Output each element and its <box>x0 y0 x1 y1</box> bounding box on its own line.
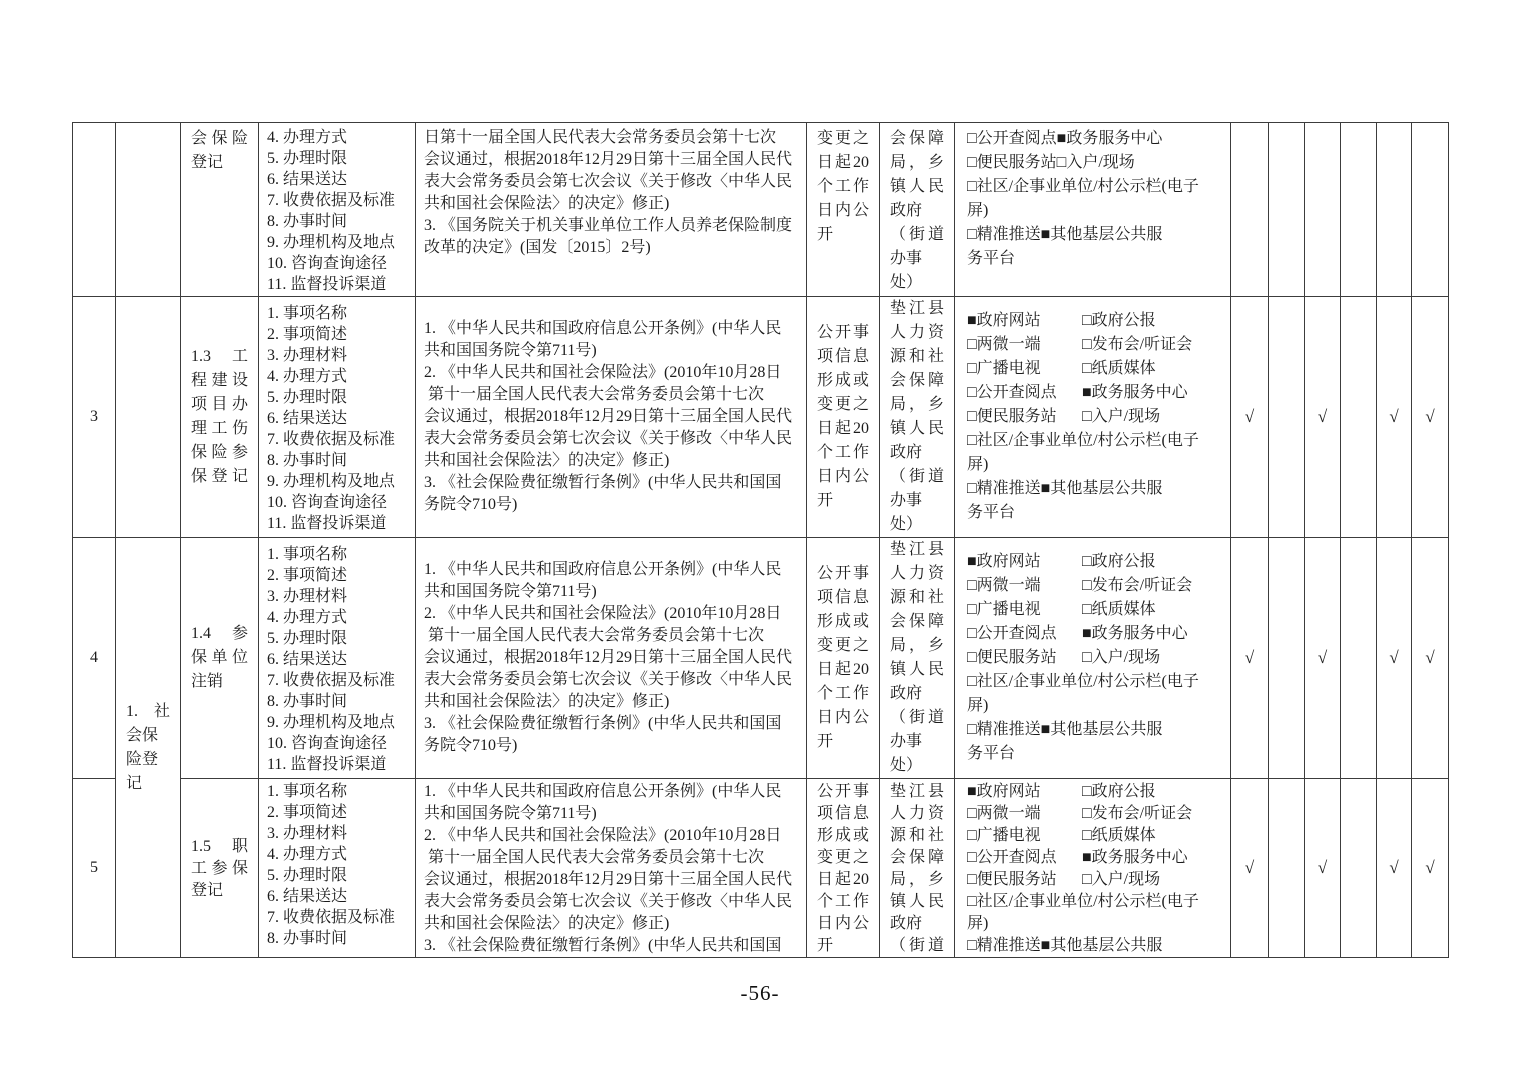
category-line: 险登 <box>126 750 159 768</box>
content-item: 1. 事项名称 <box>267 545 348 563</box>
subject-line: 处） <box>890 516 923 533</box>
subject-line: 人力资 <box>890 805 944 822</box>
content-item: 4. 办理方式 <box>267 367 348 385</box>
channels-cell <box>955 538 1231 779</box>
check-cell <box>1412 123 1449 297</box>
legal-basis-line: 1. 《中华人民共和国政府信息公开条例》(中华人民 <box>424 320 782 337</box>
channel-option: □发布会/听证会 <box>1082 805 1193 822</box>
check-cell: √ <box>1412 297 1449 538</box>
content-item: 7. 收费依据及标准 <box>267 909 396 926</box>
channel-line: □社区/企事业单位/村公示栏(电子 <box>967 178 1199 195</box>
legal-basis-line: 第十一届全国人民代表大会常务委员会第十七次 <box>424 627 765 644</box>
channel-line: □社区/企事业单位/村公示栏(电子 <box>967 893 1199 910</box>
legal-basis-cell <box>416 297 807 538</box>
channel-line: □公开查阅点■政务服务中心 <box>967 130 1163 147</box>
legal-basis-line: 表大会常务委员会第七次会议《关于修改〈中华人民 <box>424 430 793 447</box>
time-limit-cell <box>807 297 880 538</box>
content-item: 6. 结果送达 <box>267 409 348 427</box>
subject-line: 政府 <box>890 444 923 461</box>
legal-basis-line: 共和国社会保险法〉的决定》修正) <box>424 915 670 932</box>
channel-option: □政府公报 <box>1082 312 1156 329</box>
content-item: 10. 咨询查询途径 <box>267 734 388 752</box>
time-limit-line: 变更之 <box>817 396 869 413</box>
check-cell: √ <box>1305 297 1341 538</box>
content-list-cell <box>259 538 416 779</box>
subject-line: 垫江县 <box>890 783 944 800</box>
channel-option: □公开查阅点 <box>967 625 1057 642</box>
channel-option: □入户/现场 <box>1082 649 1161 666</box>
channel-line: 务平台 <box>967 745 1016 762</box>
content-item: 11. 监督投诉渠道 <box>267 755 387 773</box>
legal-basis-cell <box>416 779 807 958</box>
content-item: 9. 办理机构及地点 <box>267 472 396 490</box>
item-name-line: 理工伤 <box>191 420 248 437</box>
subject-line: 政府 <box>890 915 923 932</box>
content-item: 8. 办事时间 <box>267 692 348 710</box>
channel-option: □入户/现场 <box>1082 871 1161 888</box>
content-item: 11. 监督投诉渠道 <box>267 514 387 532</box>
check-cell: √ <box>1412 538 1449 779</box>
subject-line: 人力资 <box>890 324 944 341</box>
check-cell <box>1341 297 1377 538</box>
channel-pair-line <box>967 309 1228 333</box>
channel-pair-line <box>967 847 1228 869</box>
time-limit-line: 开 <box>817 226 834 243</box>
content-item: 7. 收费依据及标准 <box>267 430 396 448</box>
content-list-cell <box>259 123 416 297</box>
legal-basis-line: 2. 《中华人民共和国社会保险法》(2010年10月28日 <box>424 605 782 622</box>
channels-cell <box>955 123 1231 297</box>
content-item: 4. 办理方式 <box>267 846 348 863</box>
item-name-line: 登记 <box>191 882 224 899</box>
time-limit-line: 公开事 <box>817 783 869 800</box>
time-limit-line: 日起20 <box>817 871 869 888</box>
content-item: 3. 办理材料 <box>267 825 348 842</box>
item-name-line: 保单位 <box>191 649 248 666</box>
subject-line: （街道 <box>890 709 944 726</box>
channel-option: □政府公报 <box>1082 553 1156 570</box>
table-row <box>73 779 1449 958</box>
channel-pair-line <box>967 333 1228 357</box>
channel-pair-line <box>967 574 1228 598</box>
subject-line: （街道 <box>890 468 944 485</box>
table-row <box>73 538 1449 779</box>
time-limit-line: 日内公 <box>817 202 869 219</box>
content-item: 10. 咨询查询途径 <box>267 493 388 511</box>
time-limit-line: 公开事 <box>817 324 869 341</box>
check-cell: √ <box>1231 538 1269 779</box>
channel-line: 屏) <box>967 697 989 714</box>
channel-pair-line <box>967 405 1228 429</box>
channel-option: □纸质媒体 <box>1082 827 1156 844</box>
channel-line: □精准推送■其他基层公共服 <box>967 226 1163 243</box>
subject-line: 政府 <box>890 685 923 702</box>
channel-option: □纸质媒体 <box>1082 360 1156 377</box>
check-cell <box>1341 779 1377 958</box>
time-limit-line: 变更之 <box>817 130 869 147</box>
channel-option: □公开查阅点 <box>967 849 1057 866</box>
content-item: 4. 办理方式 <box>267 129 348 146</box>
page-number: -56- <box>740 981 780 1005</box>
channel-pair-line <box>967 803 1228 825</box>
legal-basis-line: 共和国国务院令第711号) <box>424 583 597 600</box>
check-cell: √ <box>1231 297 1269 538</box>
channel-pair-line <box>967 781 1228 803</box>
item-name-line: 项目办 <box>191 396 248 413</box>
time-limit-line: 个工作 <box>817 685 869 702</box>
channel-line: □社区/企事业单位/村公示栏(电子 <box>967 432 1199 449</box>
legal-basis-line: 会议通过，根据2018年12月29日第十三届全国人民代 <box>424 408 793 425</box>
legal-basis-line: 改革的决定》(国发〔2015〕2号) <box>424 239 651 256</box>
content-item: 10. 咨询查询途径 <box>267 255 388 272</box>
seq-cell: 5 <box>73 779 116 958</box>
content-item: 5. 办理时限 <box>267 867 348 884</box>
content-item: 9. 办理机构及地点 <box>267 234 396 251</box>
item-name-line: 会保险 <box>191 130 248 147</box>
channel-option: □广播电视 <box>967 601 1041 618</box>
subject-line: 会保障 <box>890 613 944 630</box>
time-limit-line: 日内公 <box>817 709 869 726</box>
item-name-cell <box>181 779 259 958</box>
channel-option: □政府公报 <box>1082 783 1156 800</box>
time-limit-line: 个工作 <box>817 444 869 461</box>
channel-option: ■政府网站 <box>967 553 1041 570</box>
check-cell: √ <box>1305 779 1341 958</box>
time-limit-line: 开 <box>817 733 834 750</box>
table-row <box>73 297 1449 538</box>
time-limit-line: 个工作 <box>817 178 869 195</box>
subject-line: 会保障 <box>890 849 944 866</box>
check-cell <box>1341 123 1377 297</box>
subject-line: 镇人民 <box>890 661 944 678</box>
legal-basis-line: 共和国国务院令第711号) <box>424 805 597 822</box>
channel-option: □入户/现场 <box>1082 408 1161 425</box>
check-cell: √ <box>1231 779 1269 958</box>
channel-line: 屏) <box>967 915 989 932</box>
channel-line: □精准推送■其他基层公共服 <box>967 480 1163 497</box>
check-cell <box>1269 538 1305 779</box>
channel-line: □精准推送■其他基层公共服 <box>967 721 1163 738</box>
subject-line: 镇人民 <box>890 893 944 910</box>
time-limit-cell <box>807 123 880 297</box>
channel-option: □两微一端 <box>967 577 1041 594</box>
category-line: 会保 <box>126 726 159 744</box>
legal-basis-line: 3. 《社会保险费征缴暂行条例》(中华人民共和国国 <box>424 937 782 954</box>
category-cell <box>116 538 181 958</box>
channel-line: 务平台 <box>967 504 1016 521</box>
subject-line: 政府 <box>890 202 923 219</box>
check-cell <box>1341 538 1377 779</box>
seq-cell <box>73 123 116 297</box>
channel-option: □广播电视 <box>967 360 1041 377</box>
legal-basis-line: 3. 《国务院关于机关事业单位工作人员养老保险制度 <box>424 217 793 234</box>
subject-line: （街道 <box>890 226 944 243</box>
content-item: 7. 收费依据及标准 <box>267 192 396 209</box>
time-limit-line: 开 <box>817 937 834 954</box>
content-item: 1. 事项名称 <box>267 783 348 800</box>
channel-line: 务平台 <box>967 250 1016 267</box>
legal-basis-line: 共和国社会保险法〉的决定》修正) <box>424 693 670 710</box>
check-cell <box>1231 123 1269 297</box>
legal-basis-line: 会议通过，根据2018年12月29日第十三届全国人民代 <box>424 151 793 168</box>
content-item: 2. 事项简述 <box>267 566 348 584</box>
content-list-cell <box>259 779 416 958</box>
table-row <box>73 123 1449 297</box>
channel-line: 屏) <box>967 202 989 219</box>
legal-basis-line: 务院令710号) <box>424 737 518 754</box>
time-limit-line: 个工作 <box>817 893 869 910</box>
legal-basis-line: 会议通过，根据2018年12月29日第十三届全国人民代 <box>424 649 793 666</box>
check-cell: √ <box>1377 779 1412 958</box>
legal-basis-line: 1. 《中华人民共和国政府信息公开条例》(中华人民 <box>424 783 782 800</box>
legal-basis-line: 共和国社会保险法〉的决定》修正) <box>424 452 670 469</box>
legal-basis-line: 2. 《中华人民共和国社会保险法》(2010年10月28日 <box>424 364 782 381</box>
subject-line: 垫江县 <box>890 300 944 317</box>
check-cell: √ <box>1377 297 1412 538</box>
content-item: 8. 办事时间 <box>267 930 348 947</box>
legal-basis-line: 表大会常务委员会第七次会议《关于修改〈中华人民 <box>424 671 793 688</box>
channel-pair-line <box>967 550 1228 574</box>
category-cell <box>116 297 181 538</box>
subject-line: 办事 <box>890 492 923 509</box>
item-name-line: 1.4参 <box>191 625 248 642</box>
legal-basis-line: 会议通过，根据2018年12月29日第十三届全国人民代 <box>424 871 793 888</box>
channel-pair-line <box>967 646 1228 670</box>
check-cell <box>1269 779 1305 958</box>
content-item: 7. 收费依据及标准 <box>267 671 396 689</box>
check-cell <box>1377 123 1412 297</box>
subject-line: 会保障 <box>890 130 944 147</box>
legal-basis-line: 共和国社会保险法〉的决定》修正) <box>424 195 670 212</box>
subject-line: 办事 <box>890 250 923 267</box>
subject-line: 源和社 <box>890 827 944 844</box>
time-limit-line: 形成或 <box>817 827 869 844</box>
channel-option: □发布会/听证会 <box>1082 577 1193 594</box>
channel-option: □便民服务站 <box>967 871 1057 888</box>
content-item: 6. 结果送达 <box>267 888 348 905</box>
subject-line: 局，乡 <box>890 637 944 654</box>
subject-line: 垫江县 <box>890 541 944 558</box>
content-item: 9. 办理机构及地点 <box>267 713 396 731</box>
channels-cell <box>955 297 1231 538</box>
content-item: 8. 办事时间 <box>267 213 348 230</box>
category-cell <box>116 123 181 297</box>
channel-option: □纸质媒体 <box>1082 601 1156 618</box>
subject-line: 局，乡 <box>890 871 944 888</box>
content-item: 6. 结果送达 <box>267 171 348 188</box>
item-name-line: 保登记 <box>191 468 248 485</box>
legal-basis-line: 共和国国务院令第711号) <box>424 342 597 359</box>
check-cell <box>1269 123 1305 297</box>
content-item: 6. 结果送达 <box>267 650 348 668</box>
subject-line: （街道 <box>890 937 944 954</box>
content-item: 5. 办理时限 <box>267 388 348 406</box>
channel-option: □两微一端 <box>967 336 1041 353</box>
content-list-cell <box>259 297 416 538</box>
check-cell: √ <box>1412 779 1449 958</box>
time-limit-line: 变更之 <box>817 637 869 654</box>
disclosure-table <box>72 122 1449 958</box>
channel-pair-line <box>967 622 1228 646</box>
channel-option: □公开查阅点 <box>967 384 1057 401</box>
subject-line: 局，乡 <box>890 396 944 413</box>
subject-cell <box>880 123 955 297</box>
category-line: 1.社 <box>126 702 170 720</box>
channel-option: □便民服务站 <box>967 649 1057 666</box>
channel-pair-line <box>967 381 1228 405</box>
content-item: 3. 办理材料 <box>267 587 348 605</box>
time-limit-line: 日起20 <box>817 661 869 678</box>
item-name-line: 保险参 <box>191 444 248 461</box>
channels-cell <box>955 779 1231 958</box>
time-limit-line: 日内公 <box>817 468 869 485</box>
channel-option: ■政务服务中心 <box>1082 384 1188 401</box>
subject-line: 处） <box>890 757 923 774</box>
subject-line: 源和社 <box>890 589 944 606</box>
time-limit-line: 日内公 <box>817 915 869 932</box>
subject-line: 会保障 <box>890 372 944 389</box>
subject-cell <box>880 538 955 779</box>
legal-basis-line: 第十一届全国人民代表大会常务委员会第十七次 <box>424 849 765 866</box>
subject-line: 处） <box>890 274 923 291</box>
time-limit-line: 形成或 <box>817 372 869 389</box>
subject-line: 人力资 <box>890 565 944 582</box>
legal-basis-line: 日第十一届全国人民代表大会常务委员会第十七次 <box>424 129 777 146</box>
subject-line: 源和社 <box>890 348 944 365</box>
time-limit-line: 日起20 <box>817 420 869 437</box>
time-limit-cell <box>807 538 880 779</box>
seq-cell: 4 <box>73 538 116 779</box>
time-limit-line: 日起20 <box>817 154 869 171</box>
channel-line: 屏) <box>967 456 989 473</box>
time-limit-line: 项信息 <box>817 589 869 606</box>
category-line: 记 <box>126 774 143 792</box>
time-limit-cell <box>807 779 880 958</box>
item-name-line: 登记 <box>191 154 224 171</box>
legal-basis-line: 务院令710号) <box>424 496 518 513</box>
check-cell <box>1305 123 1341 297</box>
channel-pair-line <box>967 598 1228 622</box>
legal-basis-cell <box>416 538 807 779</box>
channel-pair-line <box>967 357 1228 381</box>
item-name-cell <box>181 538 259 779</box>
item-name-line: 工参保 <box>191 860 248 877</box>
channel-option: ■政务服务中心 <box>1082 849 1188 866</box>
subject-cell <box>880 779 955 958</box>
content-item: 2. 事项简述 <box>267 804 348 821</box>
content-item: 2. 事项简述 <box>267 325 348 343</box>
time-limit-line: 开 <box>817 492 834 509</box>
subject-line: 镇人民 <box>890 420 944 437</box>
time-limit-line: 项信息 <box>817 805 869 822</box>
item-name-cell <box>181 297 259 538</box>
content-item: 4. 办理方式 <box>267 608 348 626</box>
channel-line: □精准推送■其他基层公共服 <box>967 937 1163 954</box>
channel-option: ■政务服务中心 <box>1082 625 1188 642</box>
content-item: 11. 监督投诉渠道 <box>267 276 387 293</box>
channel-pair-line <box>967 825 1228 847</box>
legal-basis-line: 1. 《中华人民共和国政府信息公开条例》(中华人民 <box>424 561 782 578</box>
content-item: 8. 办事时间 <box>267 451 348 469</box>
check-cell: √ <box>1377 538 1412 779</box>
item-name-cell <box>181 123 259 297</box>
content-item: 5. 办理时限 <box>267 150 348 167</box>
channel-line: □社区/企事业单位/村公示栏(电子 <box>967 673 1199 690</box>
legal-basis-line: 3. 《社会保险费征缴暂行条例》(中华人民共和国国 <box>424 474 782 491</box>
subject-line: 局，乡 <box>890 154 944 171</box>
content-item: 1. 事项名称 <box>267 304 348 322</box>
item-name-line: 注销 <box>191 673 224 690</box>
check-cell: √ <box>1305 538 1341 779</box>
content-item: 3. 办理材料 <box>267 346 348 364</box>
channel-option: □两微一端 <box>967 805 1041 822</box>
channel-line: □便民服务站□入户/现场 <box>967 154 1135 171</box>
time-limit-line: 变更之 <box>817 849 869 866</box>
legal-basis-line: 2. 《中华人民共和国社会保险法》(2010年10月28日 <box>424 827 782 844</box>
time-limit-line: 形成或 <box>817 613 869 630</box>
legal-basis-line: 3. 《社会保险费征缴暂行条例》(中华人民共和国国 <box>424 715 782 732</box>
legal-basis-line: 表大会常务委员会第七次会议《关于修改〈中华人民 <box>424 173 793 190</box>
legal-basis-cell <box>416 123 807 297</box>
legal-basis-line: 第十一届全国人民代表大会常务委员会第十七次 <box>424 386 765 403</box>
subject-cell <box>880 297 955 538</box>
channel-option: □便民服务站 <box>967 408 1057 425</box>
channel-option: □广播电视 <box>967 827 1041 844</box>
subject-line: 镇人民 <box>890 178 944 195</box>
channel-pair-line <box>967 869 1228 891</box>
subject-line: 办事 <box>890 733 923 750</box>
seq-cell: 3 <box>73 297 116 538</box>
item-name-line: 程建设 <box>191 372 248 389</box>
channel-option: ■政府网站 <box>967 312 1041 329</box>
channel-option: ■政府网站 <box>967 783 1041 800</box>
item-name-line: 1.5职 <box>191 838 248 855</box>
legal-basis-line: 表大会常务委员会第七次会议《关于修改〈中华人民 <box>424 893 793 910</box>
time-limit-line: 公开事 <box>817 565 869 582</box>
channel-option: □发布会/听证会 <box>1082 336 1193 353</box>
item-name-line: 1.3工 <box>191 348 248 365</box>
time-limit-line: 项信息 <box>817 348 869 365</box>
content-item: 5. 办理时限 <box>267 629 348 647</box>
check-cell <box>1269 297 1305 538</box>
